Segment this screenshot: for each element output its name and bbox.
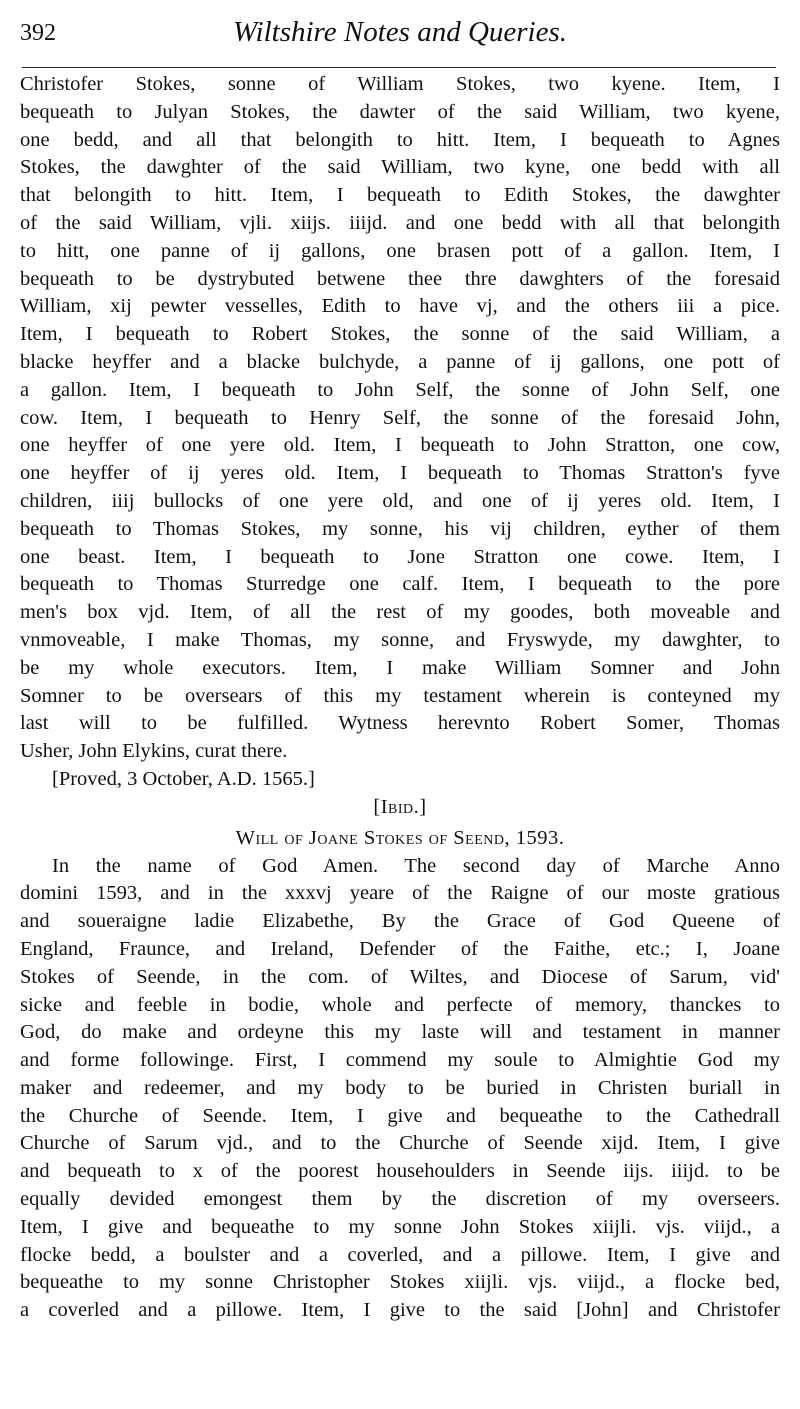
text-line: one heyffer of one yere old. Item, I bequeath to John Stratton, one cow, [20, 434, 780, 457]
page-body [20, 67, 780, 1325]
text-line: Stokes, the dawghter of the said William, two kyne, one bedd with all [20, 156, 780, 179]
text-line: children, iiij bullocks of one yere old, and one of ij yeres old. Item, I [20, 489, 780, 512]
text-line: Item, I bequeath to Robert Stokes, the sonne of the said William, a [20, 323, 780, 346]
text-line: men's box vjd. Item, of all the rest of my goodes, both moveable and [20, 601, 780, 624]
running-title: Wiltshire Notes and Queries. [232, 16, 568, 48]
text-line: sicke and feeble in bodie, whole and perfecte of memory, thanckes to [20, 993, 780, 1016]
text-line: and forme followinge. First, I commend my soule to Almightie God my [20, 1049, 780, 1072]
text-line: a coverled and a pillowe. Item, I give to the said [John] and Christofer [20, 1299, 780, 1322]
text-line: bequeath to be dystrybuted betwene thee thre dawghters of the foresaid [20, 267, 780, 290]
text-line: vnmoveable, I make Thomas, my sonne, and Fryswyde, my dawghter, to [20, 628, 780, 651]
text-line: bequeath to Thomas Sturredge one calf. Item, I bequeath to the pore [20, 573, 780, 596]
text-line: maker and redeemer, and my body to be buried in Christen buriall in [20, 1076, 780, 1099]
text-line: equally devided emongest them by the discretion of my overseers. [20, 1188, 780, 1211]
text-line: and soueraigne ladie Elizabethe, By the Grace of God Queene of [20, 910, 780, 933]
text-line: a gallon. Item, I bequeath to John Self, the sonne of John Self, one [20, 378, 780, 401]
text-line: Item, I give and bequeathe to my sonne John Stokes xiijli. vjs. viijd., a [20, 1215, 780, 1238]
text-line: bequeath to Julyan Stokes, the dawter of the said William, two kyene, [20, 100, 780, 123]
text-line: cow. Item, I bequeath to Henry Self, the sonne of the foresaid John, [20, 406, 780, 429]
text-line: Churche of Sarum vjd., and to the Churche of Seende xijd. Item, I give [20, 1132, 780, 1155]
text-line: of the said William, vjli. xiijs. iiijd. and one bedd with all that belongith [20, 211, 780, 234]
text-line: domini 1593, and in the xxxvj yeare of the Raigne of our moste gratious [20, 882, 780, 905]
text-line: Christofer Stokes, sonne of William Stokes, two kyene. Item, I [20, 73, 780, 95]
text-line: bequeathe to my sonne Christopher Stokes xiijli. vjs. viijd., a flocke bed, [20, 1271, 780, 1294]
text-line: last will to be fulfilled. Wytness herevnto Robert Somer, Thomas [20, 712, 780, 735]
text-line: one beast. Item, I bequeath to Jone Stratton one cowe. Item, I [20, 545, 780, 568]
text-line: England, Fraunce, and Ireland, Defender of the Faithe, etc.; I, Joane [20, 937, 780, 960]
text-line: Stokes of Seende, in the com. of Wiltes, and Diocese of Sarum, vid' [20, 965, 780, 988]
text-line: In the name of God Amen. The second day of Marche Anno [52, 854, 780, 877]
section-title: Will of Joane Stokes of Seend, 1593. [235, 826, 565, 849]
paragraph-will-continuation [20, 71, 780, 766]
text-line: flocke bedd, a boulster and a coverled, and a pillowe. Item, I give and [20, 1243, 780, 1266]
text-line: one bedd, and all that belongith to hitt. Item, I bequeath to Agnes [20, 128, 780, 151]
text-line: and bequeath to x of the poorest househoulders in Seende iijs. iiijd. to be [20, 1160, 780, 1183]
text-line: one heyffer of ij yeres old. Item, I bequeath to Thomas Stratton's fyve [20, 462, 780, 485]
text-line: that belongith to hitt. Item, I bequeath to Edith Stokes, the dawghter [20, 184, 780, 207]
text-line: God, do make and ordeyne this my laste will and testament in manner [20, 1021, 780, 1044]
page-number: 392 [20, 20, 56, 46]
proved-note: [Proved, 3 October, A.D. 1565.] [52, 767, 315, 790]
paragraph-will-joane-stokes [20, 853, 780, 1326]
section-reference: [Ibid.] [373, 795, 427, 818]
text-line: blacke heyffer and a blacke bulchyde, a panne of ij gallons, one pott of [20, 350, 780, 373]
text-line: Somner to be oversears of this my testament wherein is conteyned my [20, 684, 780, 707]
text-line: bequeath to Thomas Stokes, my sonne, his vij children, eyther of them [20, 517, 780, 540]
text-line: Usher, John Elykins, curat there. [20, 740, 288, 763]
text-line: the Churche of Seende. Item, I give and bequeathe to the Cathedrall [20, 1104, 780, 1127]
text-line: William, xij pewter vesselles, Edith to have vj, and the others iii a pice. [20, 295, 780, 318]
text-line: be my whole executors. Item, I make William Somner and John [20, 656, 780, 679]
text-line: to hitt, one panne of ij gallons, one brasen pott of a gallon. Item, I [20, 239, 780, 262]
